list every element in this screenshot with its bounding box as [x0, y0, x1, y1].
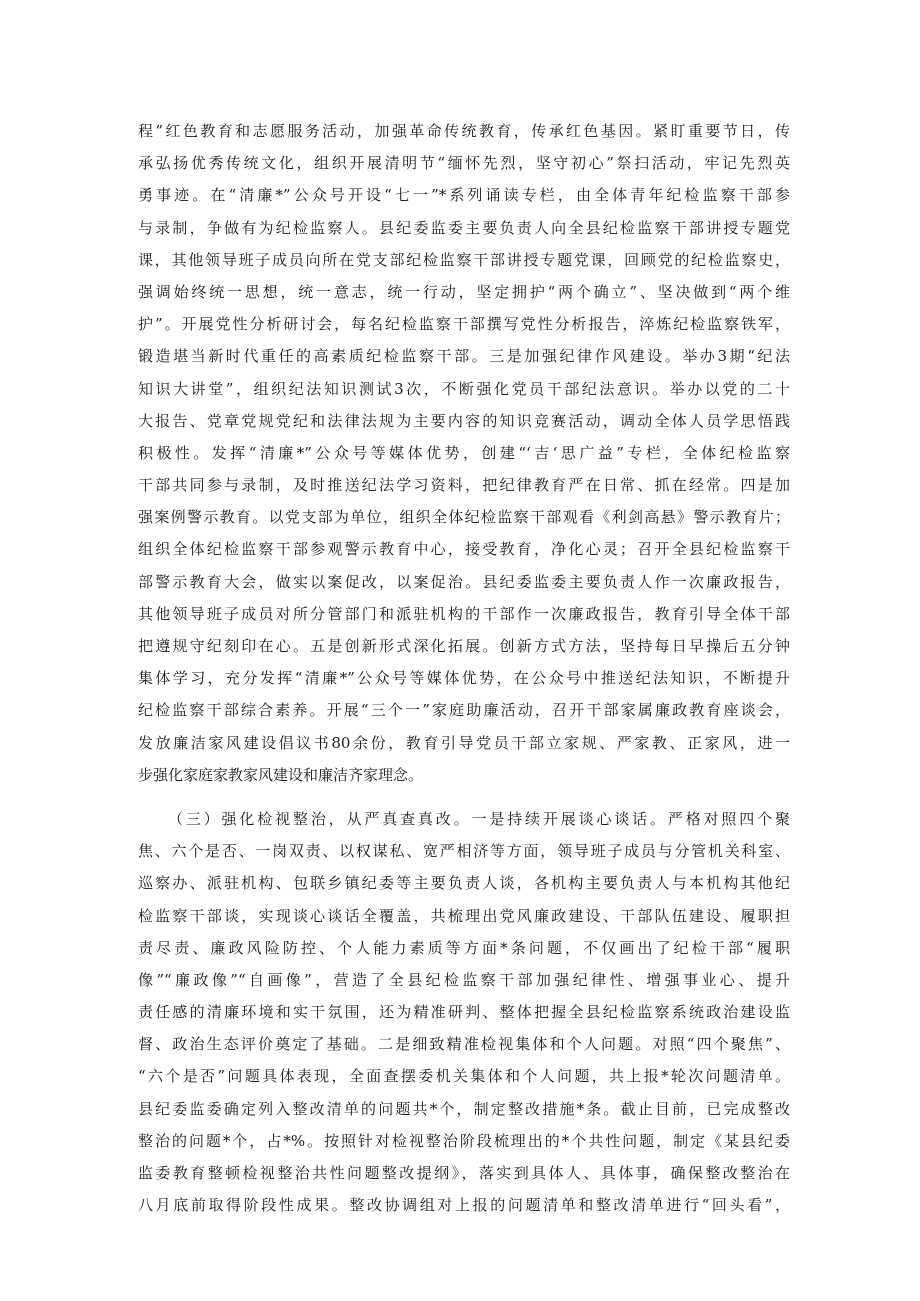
- text-line: 护”。开展党性分析研讨会，每名纪检监察干部撰写党性分析报告，淬炼纪检监察铁军，: [138, 315, 790, 334]
- text-line: 责尽责、廉政风险防控、个人能力素质等方面*条问题，不仅画出了纪检干部“履职: [138, 938, 790, 957]
- text-line: 发放廉洁家风建设倡议书80余份，教育引导党员干部立家规、严家教、正家风，进一: [138, 733, 790, 752]
- text-line: 强调始终统一思想，统一意志，统一行动，坚定拥护“两个确立”、坚决做到“两个维: [138, 282, 790, 301]
- text-line: 程”红色教育和志愿服务活动，加强革命传统教育，传承红色基因。紧盯重要节日，传: [138, 122, 790, 140]
- text-line: 课，其他领导班子成员向所在党支部纪检监察干部讲授专题党课，回顾党的纪检监察史，: [138, 250, 790, 269]
- text-line: 知识大讲堂”，组织纪法知识测试3次，不断强化党员干部纪法意识。举办以党的二十: [138, 379, 790, 398]
- document-body: [138, 115, 790, 1221]
- text-line: 承弘扬优秀传统文化，组织开展清明节“缅怀先烈，坚守初心”祭扫活动，牢记先烈英: [138, 154, 790, 173]
- text-line: 像”“廉政像”“自画像”，营造了全县纪检监察干部加强纪律性、增强事业心、提升: [138, 970, 790, 989]
- text-line: 督、政治生态评价奠定了基础。二是细致精准检视集体和个人问题。对照“四个聚焦”、: [138, 1035, 790, 1054]
- text-line: 强案例警示教育。以党支部为单位，组织全体纪检监察干部观看《利剑高悬》警示教育片；: [138, 508, 790, 527]
- paragraph-2: [138, 803, 790, 1221]
- text-line: 县纪委监委确定列入整改清单的问题共*个，制定整改措施*条。截止目前，已完成整改: [138, 1099, 790, 1118]
- text-line: 整治的问题*个，占*%。按照针对检视整治阶段梳理出的*个共性问题，制定《某县纪委: [138, 1131, 790, 1150]
- text-line: 巡察办、派驻机构、包联乡镇纪委等主要负责人谈，各机构主要负责人与本机构其他纪: [138, 874, 790, 893]
- text-line: “六个是否”问题具体表现，全面查摆委机关集体和个人问题，共上报*轮次问题清单。: [138, 1067, 790, 1086]
- text-line: 监委教育整顿检视整治共性问题整改提纲》，落实到具体人、具体事，确保整改整治在: [138, 1164, 790, 1182]
- text-line: 干部共同参与录制，及时推送纪法学习资料，把纪律教育严在日常、抓在经常。四是加: [138, 476, 790, 495]
- text-line: 责任感的清廉环境和实干氛围，还为精准研判、整体把握全县纪检监察系统政治建设监: [138, 1003, 790, 1022]
- paragraph-1: [138, 115, 790, 791]
- text-line: 步强化家庭家教家风建设和廉洁齐家理念。: [138, 765, 424, 784]
- text-line: 集体学习，充分发挥“清廉*”公众号等媒体优势，在公众号中推送纪法知识，不断提升: [138, 669, 790, 688]
- text-line: 纪检监察干部综合素养。开展“三个一”家庭助廉活动，召开干部家属廉政教育座谈会，: [138, 701, 790, 720]
- text-line: 与录制，争做有为纪检监察人。县纪委监委主要负责人向全县纪检监察干部讲授专题党: [138, 218, 790, 237]
- text-line: 锻造堪当新时代重任的高素质纪检监察干部。三是加强纪律作风建设。举办3期“纪法: [138, 347, 790, 366]
- text-line: 八月底前取得阶段性成果。整改协调组对上报的问题清单和整改清单进行“回头看”，: [138, 1196, 790, 1215]
- text-line: 检监察干部谈，实现谈心谈话全覆盖，共梳理出党风廉政建设、干部队伍建设、履职担: [138, 906, 790, 925]
- paragraph-spacer: [138, 791, 790, 803]
- text-line: 大报告、党章党规党纪和法律法规为主要内容的知识竞赛活动，调动全体人员学思悟践: [138, 411, 790, 430]
- text-line: 勇事迹。在“清廉*”公众号开设“七一”*系列诵读专栏，由全体青年纪检监察干部参: [138, 186, 790, 205]
- text-line: 组织全体纪检监察干部参观警示教育中心，接受教育，净化心灵；召开全县纪检监察干: [138, 540, 790, 559]
- text-line: 焦、六个是否、一岗双责、以权谋私、宽严相济等方面，领导班子成员与分管机关科室、: [138, 842, 790, 861]
- text-line: 把遵规守纪刻印在心。五是创新形式深化拓展。创新方式方法，坚持每日早操后五分钟: [138, 637, 790, 655]
- text-line: （三）强化检视整治，从严真查真改。一是持续开展谈心谈话。严格对照四个聚: [168, 809, 790, 828]
- text-line: 部警示教育大会，做实以案促改，以案促治。县纪委监委主要负责人作一次廉政报告，: [138, 572, 790, 591]
- text-line: 积极性。发挥“清廉*”公众号等媒体优势，创建“‘吉‘思广益”专栏，全体纪检监察: [138, 443, 790, 462]
- text-line: 其他领导班子成员对所分管部门和派驻机构的干部作一次廉政报告，教育引导全体干部: [138, 604, 790, 623]
